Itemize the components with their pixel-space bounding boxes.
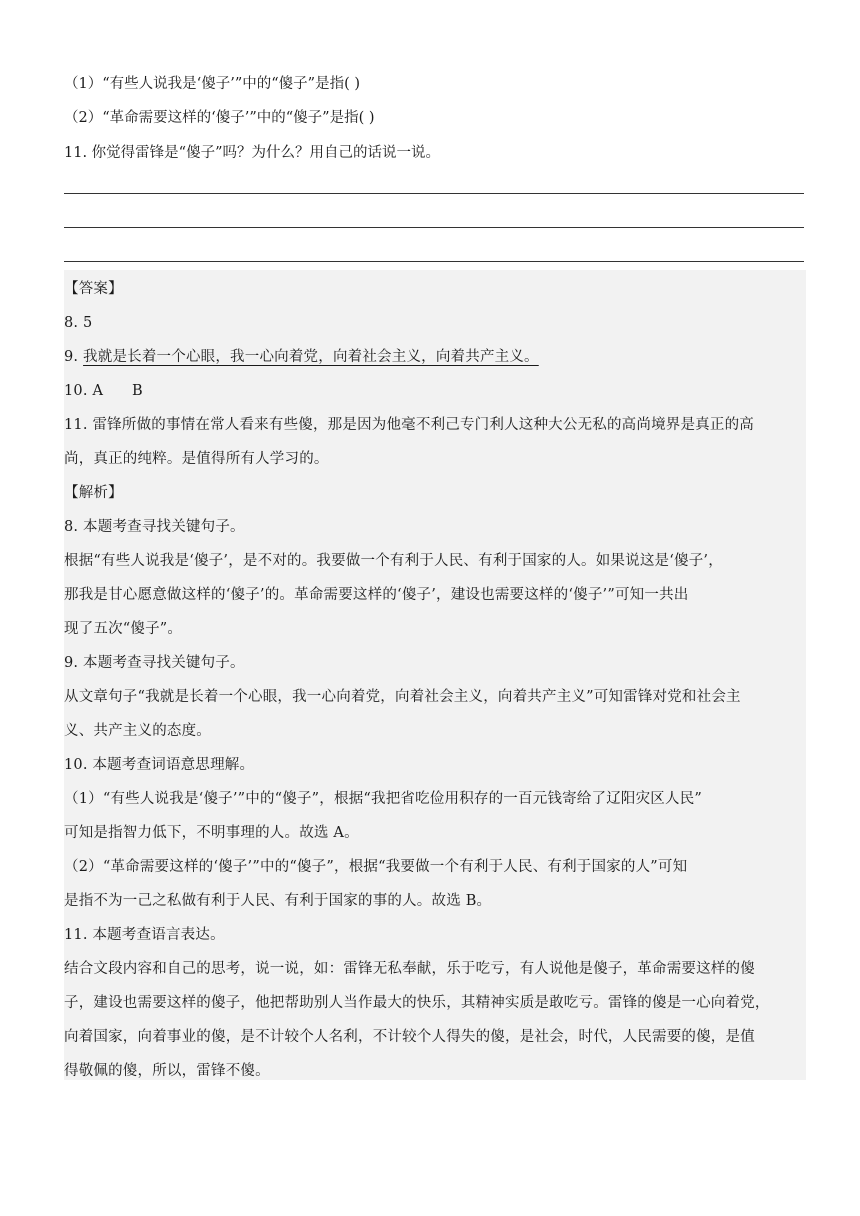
analysis-8-line-3: 现了五次“傻子”。 (64, 621, 183, 637)
analysis-8-line-2: 那我是甘心愿意做这样的‘傻子’的。革命需要这样的‘傻子’，建设也需要这样的‘傻子’”可知一共出 (64, 587, 689, 603)
answer-9 (64, 340, 806, 374)
analysis-10-1-line-1: （1）“有些人说我是‘傻子’”中的“傻子”，根据“我把省吃俭用积存的一百元钱寄给了辽阳灾区人民” (64, 791, 703, 807)
analysis-10-1-line-2: 可知是指智力低下，不明事理的人。故选 A。 (64, 825, 359, 841)
answer-11-line-2: 尚，真正的纯粹。是值得所有人学习的。 (64, 451, 329, 467)
analysis-heading: 【解析】 (64, 485, 123, 501)
answer-heading: 【答案】 (64, 281, 123, 297)
answer-11-line-1: 11. 雷锋所做的事情在常人看来有些傻，那是因为他毫不利己专门利人这种大公无私的高尚境界是真正的高 (64, 417, 754, 433)
answer-line-1[interactable] (64, 193, 804, 194)
analysis-11-line-2: 子，建设也需要这样的傻子，他把帮助别人当作最大的快乐，其精神实质是敢吃亏。雷锋的傻是一心向着党， (64, 995, 770, 1011)
analysis-11-line-1: 结合文段内容和自己的思考，说一说，如：雷锋无私奉献，乐于吃亏，有人说他是傻子，革命需要这样的傻 (64, 961, 755, 977)
analysis-10-2-line-1: （2）“革命需要这样的‘傻子’”中的“傻子”，根据“我要做一个有利于人民、有利于国家的人”可知 (64, 859, 688, 875)
answer-9-number: 9. (64, 349, 84, 365)
question-11: 11. 你觉得雷锋是“傻子”吗？为什么？用自己的话说一说。 (64, 145, 440, 161)
question-10-1: （1）“有些人说我是‘傻子’”中的“傻子”是指( ) (64, 76, 361, 92)
answer-line-2[interactable] (64, 227, 804, 228)
analysis-10-2-line-2: 是指不为一己之私做有利于人民、有利于国家的事的人。故选 B。 (64, 893, 492, 909)
analysis-9-line-2: 义、共产主义的态度。 (64, 723, 211, 739)
analysis-10-title: 10. 本题考查词语意思理解。 (64, 757, 255, 773)
analysis-11-line-4: 得敬佩的傻，所以，雷锋不傻。 (64, 1063, 270, 1079)
analysis-11-title: 11. 本题考查语言表达。 (64, 927, 225, 943)
analysis-9-line-1: 从文章句子“我就是长着一个心眼，我一心向着党，向着社会主义，向着共产主义”可知雷锋对党和社会主 (64, 689, 741, 705)
question-10-2: （2）“革命需要这样的‘傻子’”中的“傻子”是指( ) (64, 110, 375, 126)
answer-line-3[interactable] (64, 261, 804, 262)
analysis-11-line-3: 向着国家，向着事业的傻，是不计较个人名利，不计较个人得失的傻，是社会，时代，人民需要的傻，是值 (64, 1029, 755, 1045)
answer-9-text: 我就是长着一个心眼，我一心向着党，向着社会主义，向着共产主义。 (83, 349, 539, 365)
analysis-8-line-1: 根据“有些人说我是‘傻子’，是不对的。我要做一个有利于人民、有利于国家的人。如果说这是‘傻子’， (64, 553, 723, 569)
analysis-9-title: 9. 本题考查寻找关键句子。 (64, 655, 245, 671)
answer-8: 8. 5 (64, 315, 93, 331)
analysis-8-title: 8. 本题考查寻找关键句子。 (64, 519, 245, 535)
answer-section (64, 270, 806, 1080)
answer-10: 10. A B (64, 383, 143, 399)
